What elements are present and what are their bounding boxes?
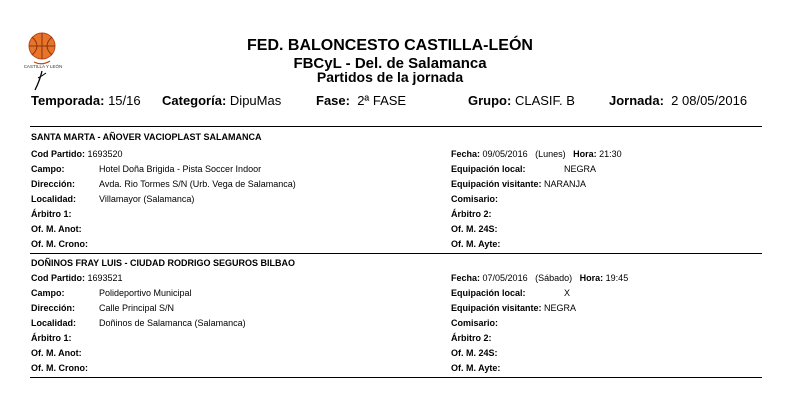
dia-value: (Sábado): [535, 273, 573, 283]
equip-local-value: X: [564, 288, 571, 298]
hora-label: Hora:: [573, 149, 597, 159]
direccion-label: Dirección:: [31, 303, 76, 313]
cod-partido-row: [31, 273, 123, 284]
ayte-label: Of. M. Ayte:: [451, 363, 501, 373]
dia-value: (Lunes): [535, 149, 566, 159]
comisario-label: Comisario:: [451, 194, 499, 204]
jornada-value: 2: [671, 93, 679, 108]
fecha-row: [451, 149, 622, 160]
equip-visit-row: [451, 179, 586, 190]
campo-value: Hotel Doña Brigida - Pista Soccer Indoor: [99, 164, 262, 174]
arbitro1-label: Árbitro 1:: [31, 209, 72, 219]
federation-title: FED. BALONCESTO CASTILLA-LEÓN: [247, 37, 533, 54]
equip-visit-label: Equipación visitante:: [451, 303, 542, 313]
fecha-label: Fecha:: [451, 149, 481, 159]
match-title: SANTA MARTA - AÑOVER VACIOPLAST SALAMANCA: [31, 132, 262, 142]
campo-value: Polideportivo Municipal: [99, 288, 192, 298]
anot-label: Of. M. Anot:: [31, 348, 82, 358]
cod-partido-label: Cod Partido:: [31, 149, 85, 159]
logo-text: CASTILLA Y LEÓN: [23, 64, 63, 69]
equip-visit-value: NARANJA: [544, 179, 587, 189]
equip-visit-row: [451, 303, 576, 314]
m24s-label: Of. M. 24S:: [451, 348, 498, 358]
equip-local-label: Equipación local:: [451, 288, 526, 298]
direccion-value: Calle Principal S/N: [99, 303, 175, 313]
direccion-row: [31, 303, 175, 314]
equip-local-row: [451, 288, 571, 299]
anot-label: Of. M. Anot:: [31, 224, 82, 234]
temporada-field: [31, 93, 141, 108]
localidad-row: [31, 194, 195, 205]
crono-label: Of. M. Crono:: [31, 363, 88, 373]
localidad-value: Doñinos de Salamanca (Salamanca): [99, 318, 246, 328]
hora-value: 19:45: [605, 273, 629, 283]
fecha-value: 07/05/2016: [482, 273, 528, 283]
equip-local-row: [451, 164, 597, 175]
crono-label: Of. M. Crono:: [31, 239, 88, 249]
hora-label: Hora:: [579, 273, 604, 283]
cod-partido-row: [31, 149, 123, 160]
arbitro1-label: Árbitro 1:: [31, 333, 72, 343]
bottom-rule: [30, 377, 762, 378]
fase-field: [316, 93, 406, 108]
categoria-field: [162, 93, 281, 108]
direccion-row: [31, 179, 296, 190]
jornada-date: 08/05/2016: [682, 93, 748, 108]
categoria-label: Categoría:: [162, 93, 227, 108]
arbitro2-label: Árbitro 2:: [451, 209, 492, 219]
cod-partido-value: 1693520: [87, 149, 123, 159]
grupo-value: CLASIF. B: [514, 93, 575, 108]
ayte-label: Of. M. Ayte:: [451, 239, 501, 249]
campo-label: Campo:: [31, 288, 65, 298]
header-rule: [30, 126, 762, 127]
grupo-field: [468, 93, 575, 108]
jornada-label: Jornada:: [609, 93, 664, 108]
campo-row: [31, 164, 262, 175]
grupo-label: Grupo:: [468, 93, 512, 108]
campo-label: Campo:: [31, 164, 65, 174]
equip-visit-value: NEGRA: [544, 303, 577, 313]
localidad-label: Localidad:: [31, 194, 77, 204]
temporada-value: 15/16: [108, 93, 141, 108]
cod-partido-label: Cod Partido:: [31, 273, 85, 283]
campo-row: [31, 288, 192, 299]
equip-local-label: Equipación local:: [451, 164, 526, 174]
equip-local-value: NEGRA: [564, 164, 597, 174]
localidad-row: [31, 318, 246, 329]
hora-value: 21:30: [599, 149, 622, 159]
jornada-field: [609, 93, 747, 108]
categoria-value: DipuMas: [229, 93, 282, 108]
localidad-value: Villamayor (Salamanca): [99, 194, 195, 204]
comisario-label: Comisario:: [451, 318, 499, 328]
match-divider: [30, 253, 762, 254]
temporada-label: Temporada:: [31, 93, 105, 108]
cod-partido-value: 1693521: [87, 273, 123, 283]
fecha-row: [451, 273, 628, 284]
delegation-title: FBCyL - Del. de Salamanca: [293, 55, 487, 72]
fecha-value: 09/05/2016: [482, 149, 528, 159]
equip-visit-label: Equipación visitante:: [451, 179, 542, 189]
page-subtitle: Partidos de la jornada: [316, 69, 464, 85]
localidad-label: Localidad:: [31, 318, 77, 328]
direccion-value: Avda. Rio Tormes S/N (Urb. Vega de Salamanca): [99, 179, 296, 189]
fase-label: Fase:: [316, 93, 350, 108]
fase-value: 2ª FASE: [357, 93, 407, 108]
arbitro2-label: Árbitro 2:: [451, 333, 492, 343]
direccion-label: Dirección:: [31, 179, 76, 189]
fecha-label: Fecha:: [451, 273, 481, 283]
m24s-label: Of. M. 24S:: [451, 224, 498, 234]
match-title: DOÑINOS FRAY LUIS - CIUDAD RODRIGO SEGUROS BILBAO: [31, 258, 296, 268]
